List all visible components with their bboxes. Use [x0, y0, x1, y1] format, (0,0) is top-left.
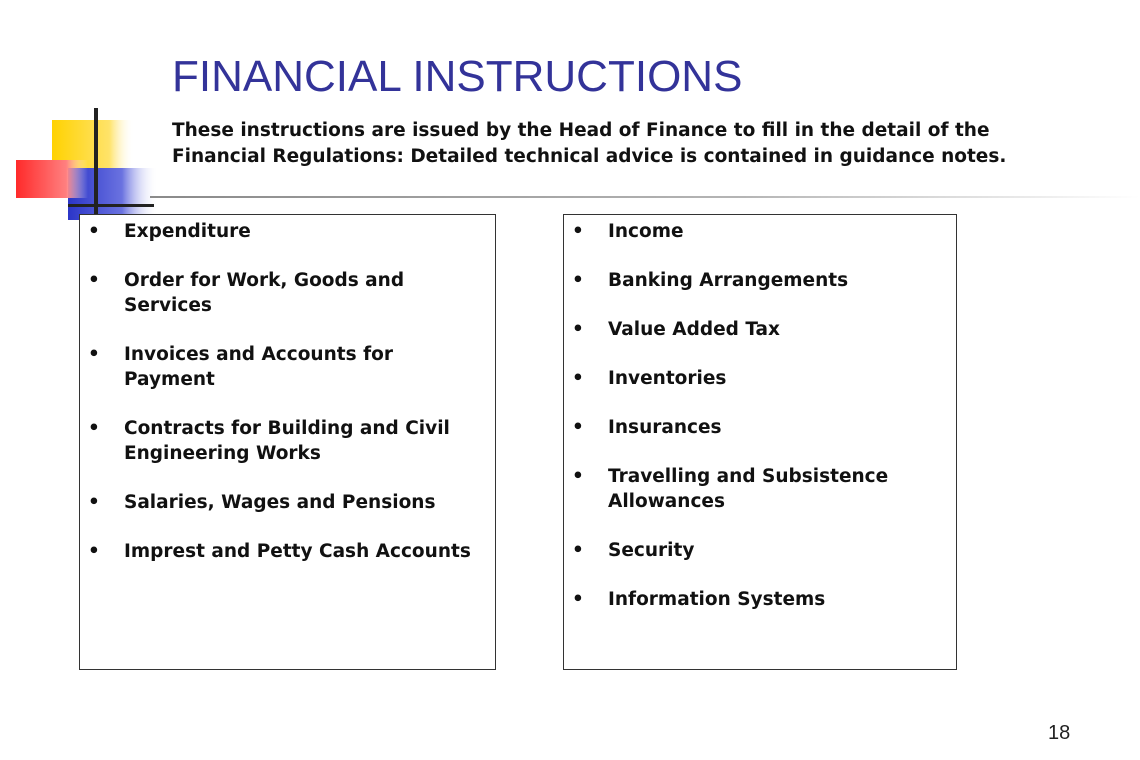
- list-item: [564, 587, 956, 612]
- list-item: [564, 219, 956, 244]
- bullet-icon: •: [572, 589, 584, 610]
- list-item-text: Salaries, Wages and Pensions: [124, 492, 436, 513]
- bullet-icon: •: [88, 270, 100, 291]
- bullet-icon: •: [572, 368, 584, 389]
- list-item-text: Banking Arrangements: [608, 270, 849, 291]
- list-item: [80, 219, 495, 244]
- list-item: [564, 415, 956, 440]
- intro-paragraph: These instructions are issued by the Head of Finance to fill in the detail of the Financial Regulations: Detailed technical advice is contained in guidance notes.: [172, 120, 1007, 167]
- bullet-icon: •: [88, 344, 100, 365]
- list-item: [80, 268, 495, 318]
- bullet-icon: •: [572, 417, 584, 438]
- list-item-text: Income: [608, 221, 684, 242]
- list-item-text: Travelling and Subsistence Allowances: [608, 466, 889, 512]
- list-item: [564, 464, 956, 514]
- left-bullet-list: [80, 215, 495, 564]
- title-divider: [150, 196, 1140, 198]
- decorative-logo-graphic: [0, 0, 160, 230]
- page-number: 18: [1048, 722, 1071, 744]
- bullet-icon: •: [572, 540, 584, 561]
- bullet-icon: •: [88, 492, 100, 513]
- right-bullet-list: [564, 215, 956, 612]
- list-item: [564, 538, 956, 563]
- bullet-icon: •: [572, 221, 584, 242]
- slide-title: FINANCIAL INSTRUCTIONS: [172, 52, 743, 101]
- list-item-text: Invoices and Accounts for Payment: [124, 344, 393, 390]
- list-item-text: Information Systems: [608, 589, 826, 610]
- right-list-box: [563, 214, 957, 670]
- bullet-icon: •: [572, 319, 584, 340]
- bullet-icon: •: [88, 221, 100, 242]
- list-item-text: Inventories: [608, 368, 727, 389]
- bullet-icon: •: [572, 270, 584, 291]
- left-list-box: [79, 214, 496, 670]
- list-item-text: Imprest and Petty Cash Accounts: [124, 541, 471, 562]
- list-item-text: Order for Work, Goods and Services: [124, 270, 405, 316]
- list-item-text: Security: [608, 540, 695, 561]
- list-item: [564, 317, 956, 342]
- list-item: [80, 539, 495, 564]
- list-item-text: Expenditure: [124, 221, 251, 242]
- list-item: [564, 268, 956, 293]
- list-item: [80, 342, 495, 392]
- bullet-icon: •: [88, 418, 100, 439]
- bullet-icon: •: [572, 466, 584, 487]
- list-item-text: Insurances: [608, 417, 722, 438]
- list-item: [564, 366, 956, 391]
- list-item-text: Contracts for Building and Civil Engineering Works: [124, 418, 450, 464]
- list-item: [80, 416, 495, 466]
- list-item-text: Value Added Tax: [608, 319, 780, 340]
- list-item: [80, 490, 495, 515]
- bullet-icon: •: [88, 541, 100, 562]
